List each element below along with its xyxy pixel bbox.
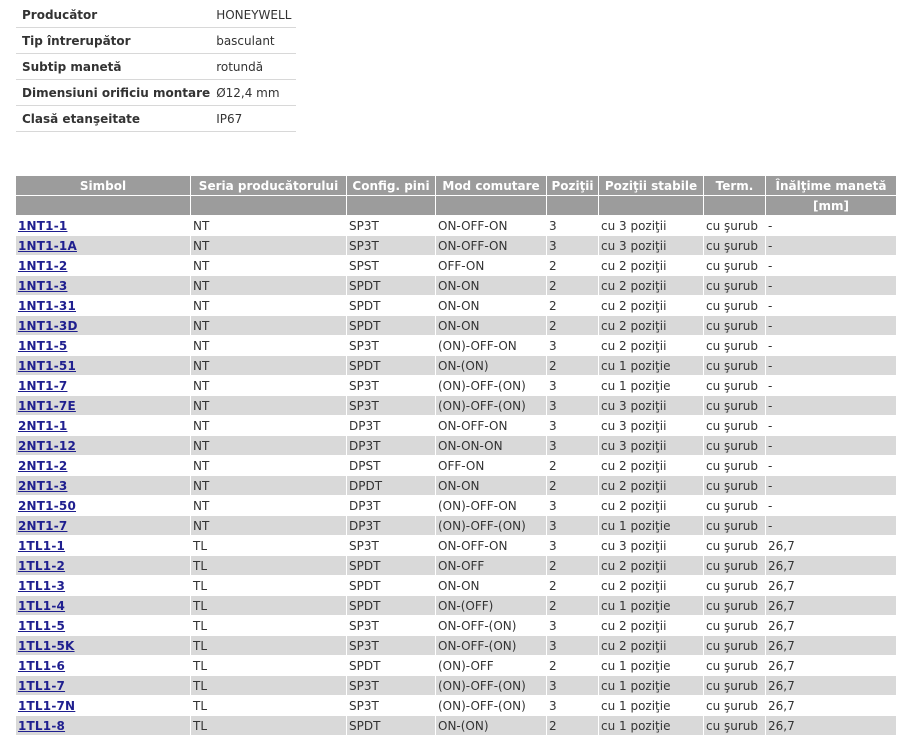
cell-pin-config: DPDT — [347, 476, 436, 496]
column-header-pin-config: Config. pini — [347, 176, 436, 196]
cell-terminals: cu şurub — [704, 616, 766, 636]
cell-pin-config: SP3T — [347, 636, 436, 656]
cell-terminals: cu şurub — [704, 396, 766, 416]
cell-lever-height: - — [766, 256, 896, 276]
cell-switching-mode: (ON)-OFF-(ON) — [436, 396, 547, 416]
table-header-row — [16, 176, 896, 196]
cell-switching-mode: ON-ON-ON — [436, 436, 547, 456]
product-symbol-link[interactable]: 1NT1-1 — [18, 218, 68, 233]
table-row — [16, 456, 896, 476]
attribute-value: rotundă — [210, 54, 296, 80]
cell-switching-mode: (ON)-OFF-(ON) — [436, 516, 547, 536]
cell-terminals: cu şurub — [704, 476, 766, 496]
cell-symbol — [16, 476, 191, 496]
cell-stable-positions: cu 2 poziţii — [599, 476, 704, 496]
table-row — [16, 316, 896, 336]
product-symbol-link[interactable]: 1TL1-7 — [18, 678, 66, 693]
attribute-label: Tip întrerupător — [16, 28, 210, 54]
cell-pin-config: DP3T — [347, 516, 436, 536]
cell-positions: 3 — [547, 336, 599, 356]
cell-stable-positions: cu 2 poziţii — [599, 636, 704, 656]
cell-terminals: cu şurub — [704, 656, 766, 676]
cell-switching-mode: (ON)-OFF-(ON) — [436, 376, 547, 396]
cell-pin-config: SP3T — [347, 336, 436, 356]
attribute-value: Ø12,4 mm — [210, 80, 296, 106]
product-symbol-link[interactable]: 1NT1-1A — [18, 238, 77, 253]
cell-stable-positions: cu 2 poziţii — [599, 616, 704, 636]
cell-manufacturer-series: NT — [191, 496, 347, 516]
cell-lever-height: - — [766, 276, 896, 296]
cell-lever-height: - — [766, 336, 896, 356]
table-row — [16, 536, 896, 556]
cell-positions: 3 — [547, 496, 599, 516]
cell-pin-config: SP3T — [347, 396, 436, 416]
attribute-label: Dimensiuni orificiu montare — [16, 80, 210, 106]
column-subheader-symbol — [16, 196, 191, 216]
cell-switching-mode: ON-ON — [436, 276, 547, 296]
cell-lever-height: 26,7 — [766, 656, 896, 676]
attribute-label: Subtip manetă — [16, 54, 210, 80]
cell-symbol — [16, 496, 191, 516]
product-symbol-link[interactable]: 1TL1-3 — [18, 578, 66, 593]
cell-positions: 3 — [547, 516, 599, 536]
cell-stable-positions: cu 3 poziţii — [599, 396, 704, 416]
cell-positions: 3 — [547, 676, 599, 696]
cell-symbol — [16, 716, 191, 736]
cell-manufacturer-series: NT — [191, 276, 347, 296]
product-symbol-link[interactable]: 1NT1-3 — [18, 278, 68, 293]
cell-symbol — [16, 436, 191, 456]
cell-terminals: cu şurub — [704, 556, 766, 576]
cell-terminals: cu şurub — [704, 496, 766, 516]
cell-positions: 3 — [547, 376, 599, 396]
cell-pin-config: SP3T — [347, 216, 436, 236]
cell-lever-height: - — [766, 436, 896, 456]
table-row — [16, 596, 896, 616]
cell-lever-height: 26,7 — [766, 596, 896, 616]
cell-switching-mode: (ON)-OFF-(ON) — [436, 676, 547, 696]
cell-stable-positions: cu 2 poziţii — [599, 456, 704, 476]
cell-terminals: cu şurub — [704, 356, 766, 376]
cell-manufacturer-series: NT — [191, 396, 347, 416]
cell-stable-positions: cu 3 poziţii — [599, 216, 704, 236]
cell-manufacturer-series: TL — [191, 556, 347, 576]
cell-positions: 2 — [547, 576, 599, 596]
cell-terminals: cu şurub — [704, 636, 766, 656]
cell-stable-positions: cu 2 poziţii — [599, 336, 704, 356]
cell-terminals: cu şurub — [704, 216, 766, 236]
table-subheader-row — [16, 196, 896, 216]
cell-pin-config: SPDT — [347, 296, 436, 316]
cell-switching-mode: ON-(ON) — [436, 356, 547, 376]
cell-stable-positions: cu 2 poziţii — [599, 316, 704, 336]
cell-pin-config: SPST — [347, 256, 436, 276]
cell-symbol — [16, 376, 191, 396]
cell-stable-positions: cu 2 poziţii — [599, 576, 704, 596]
cell-lever-height: - — [766, 416, 896, 436]
cell-switching-mode: ON-OFF-ON — [436, 416, 547, 436]
product-symbol-link[interactable]: 1NT1-31 — [18, 298, 77, 313]
cell-pin-config: SPDT — [347, 596, 436, 616]
cell-terminals: cu şurub — [704, 416, 766, 436]
cell-symbol — [16, 616, 191, 636]
cell-terminals: cu şurub — [704, 376, 766, 396]
cell-positions: 2 — [547, 316, 599, 336]
cell-manufacturer-series: NT — [191, 416, 347, 436]
products-table — [16, 176, 896, 736]
cell-manufacturer-series: NT — [191, 336, 347, 356]
cell-symbol — [16, 216, 191, 236]
cell-symbol — [16, 696, 191, 716]
cell-terminals: cu şurub — [704, 336, 766, 356]
table-row — [16, 376, 896, 396]
product-symbol-link[interactable]: 1TL1-5 — [18, 618, 66, 633]
cell-switching-mode: (ON)-OFF-ON — [436, 336, 547, 356]
cell-lever-height: 26,7 — [766, 676, 896, 696]
cell-manufacturer-series: TL — [191, 716, 347, 736]
table-row — [16, 576, 896, 596]
cell-pin-config: SPDT — [347, 356, 436, 376]
cell-terminals: cu şurub — [704, 236, 766, 256]
cell-pin-config: SP3T — [347, 236, 436, 256]
cell-lever-height: 26,7 — [766, 636, 896, 656]
cell-lever-height: 26,7 — [766, 536, 896, 556]
cell-positions: 3 — [547, 416, 599, 436]
cell-terminals: cu şurub — [704, 456, 766, 476]
cell-pin-config: DPST — [347, 456, 436, 476]
cell-manufacturer-series: NT — [191, 236, 347, 256]
cell-pin-config: SPDT — [347, 656, 436, 676]
attribute-value: HONEYWELL — [210, 2, 296, 28]
cell-stable-positions: cu 3 poziţii — [599, 436, 704, 456]
cell-lever-height: - — [766, 296, 896, 316]
cell-symbol — [16, 556, 191, 576]
cell-positions: 3 — [547, 696, 599, 716]
cell-stable-positions: cu 1 poziţie — [599, 516, 704, 536]
column-header-switching-mode: Mod comutare — [436, 176, 547, 196]
cell-manufacturer-series: NT — [191, 356, 347, 376]
cell-manufacturer-series: TL — [191, 576, 347, 596]
cell-stable-positions: cu 1 poziţie — [599, 596, 704, 616]
cell-switching-mode: ON-OFF — [436, 556, 547, 576]
cell-lever-height: - — [766, 496, 896, 516]
cell-switching-mode: ON-ON — [436, 476, 547, 496]
cell-pin-config: DP3T — [347, 416, 436, 436]
product-symbol-link[interactable]: 1NT1-51 — [18, 358, 77, 373]
product-symbol-link[interactable]: 2NT1-7 — [18, 518, 68, 533]
cell-symbol — [16, 416, 191, 436]
cell-manufacturer-series: NT — [191, 476, 347, 496]
cell-terminals: cu şurub — [704, 676, 766, 696]
table-row — [16, 236, 896, 256]
column-subheader-stable-positions — [599, 196, 704, 216]
table-row — [16, 436, 896, 456]
table-row — [16, 296, 896, 316]
cell-positions: 3 — [547, 636, 599, 656]
table-row — [16, 716, 896, 736]
cell-switching-mode: ON-ON — [436, 296, 547, 316]
cell-symbol — [16, 636, 191, 656]
column-subheader-lever-height: [mm] — [766, 196, 896, 216]
table-row — [16, 336, 896, 356]
cell-manufacturer-series: NT — [191, 456, 347, 476]
cell-switching-mode: OFF-ON — [436, 456, 547, 476]
column-subheader-switching-mode — [436, 196, 547, 216]
cell-stable-positions: cu 2 poziţii — [599, 556, 704, 576]
cell-pin-config: SPDT — [347, 576, 436, 596]
table-row — [16, 276, 896, 296]
cell-lever-height: - — [766, 376, 896, 396]
attribute-row — [16, 54, 296, 80]
attribute-row — [16, 106, 296, 132]
cell-pin-config: SP3T — [347, 676, 436, 696]
cell-stable-positions: cu 3 poziţii — [599, 536, 704, 556]
cell-stable-positions: cu 1 poziţie — [599, 696, 704, 716]
table-row — [16, 656, 896, 676]
attribute-value: IP67 — [210, 106, 296, 132]
attribute-label: Producător — [16, 2, 210, 28]
product-symbol-link[interactable]: 1NT1-5 — [18, 338, 68, 353]
product-symbol-link[interactable]: 1TL1-8 — [18, 718, 66, 733]
cell-stable-positions: cu 1 poziţie — [599, 716, 704, 736]
cell-stable-positions: cu 1 poziţie — [599, 656, 704, 676]
column-header-manufacturer-series: Seria producătorului — [191, 176, 347, 196]
cell-positions: 2 — [547, 476, 599, 496]
column-subheader-terminals — [704, 196, 766, 216]
table-row — [16, 216, 896, 236]
cell-manufacturer-series: NT — [191, 436, 347, 456]
cell-terminals: cu şurub — [704, 516, 766, 536]
cell-manufacturer-series: TL — [191, 596, 347, 616]
table-row — [16, 676, 896, 696]
cell-symbol — [16, 536, 191, 556]
cell-lever-height: 26,7 — [766, 716, 896, 736]
cell-lever-height: - — [766, 356, 896, 376]
table-row — [16, 696, 896, 716]
product-symbol-link[interactable]: 1NT1-7 — [18, 378, 68, 393]
column-subheader-positions — [547, 196, 599, 216]
cell-terminals: cu şurub — [704, 296, 766, 316]
attribute-label: Clasă etanşeitate — [16, 106, 210, 132]
cell-lever-height: - — [766, 476, 896, 496]
table-row — [16, 516, 896, 536]
cell-manufacturer-series: NT — [191, 376, 347, 396]
cell-pin-config: DP3T — [347, 496, 436, 516]
cell-switching-mode: ON-OFF-ON — [436, 536, 547, 556]
cell-symbol — [16, 596, 191, 616]
cell-positions: 3 — [547, 616, 599, 636]
cell-terminals: cu şurub — [704, 596, 766, 616]
table-row — [16, 416, 896, 436]
cell-switching-mode: ON-OFF-ON — [436, 216, 547, 236]
cell-switching-mode: (ON)-OFF-(ON) — [436, 696, 547, 716]
cell-switching-mode: ON-OFF-(ON) — [436, 636, 547, 656]
product-symbol-link[interactable]: 1TL1-4 — [18, 598, 66, 613]
product-symbol-link[interactable]: 1NT1-3D — [18, 318, 78, 333]
cell-positions: 3 — [547, 216, 599, 236]
cell-stable-positions: cu 1 poziţie — [599, 376, 704, 396]
cell-symbol — [16, 396, 191, 416]
column-header-symbol: Simbol — [16, 176, 191, 196]
table-row — [16, 356, 896, 376]
cell-terminals: cu şurub — [704, 316, 766, 336]
cell-manufacturer-series: TL — [191, 676, 347, 696]
cell-manufacturer-series: NT — [191, 216, 347, 236]
cell-stable-positions: cu 2 poziţii — [599, 256, 704, 276]
cell-switching-mode: ON-(ON) — [436, 716, 547, 736]
cell-switching-mode: ON-ON — [436, 576, 547, 596]
cell-manufacturer-series: NT — [191, 316, 347, 336]
table-row — [16, 556, 896, 576]
cell-manufacturer-series: TL — [191, 636, 347, 656]
cell-pin-config: SPDT — [347, 556, 436, 576]
cell-symbol — [16, 336, 191, 356]
cell-positions: 2 — [547, 716, 599, 736]
cell-switching-mode: ON-OFF-ON — [436, 236, 547, 256]
cell-terminals: cu şurub — [704, 576, 766, 596]
cell-manufacturer-series: TL — [191, 656, 347, 676]
cell-manufacturer-series: NT — [191, 256, 347, 276]
cell-pin-config: SPDT — [347, 316, 436, 336]
cell-pin-config: SP3T — [347, 536, 436, 556]
cell-switching-mode: ON-(OFF) — [436, 596, 547, 616]
cell-symbol — [16, 656, 191, 676]
product-symbol-link[interactable]: 1TL1-7N — [18, 698, 76, 713]
cell-positions: 2 — [547, 596, 599, 616]
cell-symbol — [16, 316, 191, 336]
cell-positions: 2 — [547, 456, 599, 476]
cell-positions: 2 — [547, 356, 599, 376]
cell-stable-positions: cu 1 poziţie — [599, 676, 704, 696]
cell-symbol — [16, 516, 191, 536]
product-symbol-link[interactable]: 2NT1-3 — [18, 478, 68, 493]
cell-lever-height: 26,7 — [766, 696, 896, 716]
cell-terminals: cu şurub — [704, 696, 766, 716]
cell-stable-positions: cu 2 poziţii — [599, 496, 704, 516]
cell-symbol — [16, 456, 191, 476]
cell-terminals: cu şurub — [704, 256, 766, 276]
table-row — [16, 476, 896, 496]
column-subheader-pin-config — [347, 196, 436, 216]
column-header-lever-height: Înălţime manetă — [766, 176, 896, 196]
product-symbol-link[interactable]: 2NT1-2 — [18, 458, 68, 473]
cell-positions: 2 — [547, 276, 599, 296]
column-header-terminals: Term. — [704, 176, 766, 196]
cell-positions: 2 — [547, 656, 599, 676]
cell-lever-height: 26,7 — [766, 616, 896, 636]
product-symbol-link[interactable]: 1TL1-1 — [18, 538, 66, 553]
attribute-value: basculant — [210, 28, 296, 54]
cell-pin-config: SP3T — [347, 616, 436, 636]
product-symbol-link[interactable]: 2NT1-12 — [18, 438, 77, 453]
product-attributes-table — [16, 2, 296, 132]
cell-stable-positions: cu 2 poziţii — [599, 296, 704, 316]
cell-switching-mode: ON-OFF-(ON) — [436, 616, 547, 636]
cell-terminals: cu şurub — [704, 536, 766, 556]
cell-positions: 2 — [547, 296, 599, 316]
column-header-positions: Poziţii — [547, 176, 599, 196]
cell-symbol — [16, 676, 191, 696]
cell-switching-mode: ON-ON — [436, 316, 547, 336]
table-row — [16, 496, 896, 516]
cell-manufacturer-series: NT — [191, 296, 347, 316]
cell-symbol — [16, 256, 191, 276]
attribute-row — [16, 80, 296, 106]
cell-manufacturer-series: TL — [191, 696, 347, 716]
cell-manufacturer-series: TL — [191, 616, 347, 636]
product-symbol-link[interactable]: 2NT1-1 — [18, 418, 68, 433]
cell-symbol — [16, 296, 191, 316]
table-row — [16, 396, 896, 416]
product-symbol-link[interactable]: 2NT1-50 — [18, 498, 77, 513]
cell-symbol — [16, 276, 191, 296]
cell-stable-positions: cu 3 poziţii — [599, 236, 704, 256]
cell-positions: 3 — [547, 436, 599, 456]
cell-positions: 2 — [547, 556, 599, 576]
cell-symbol — [16, 236, 191, 256]
cell-terminals: cu şurub — [704, 276, 766, 296]
cell-positions: 3 — [547, 396, 599, 416]
cell-stable-positions: cu 2 poziţii — [599, 276, 704, 296]
table-row — [16, 636, 896, 656]
product-symbol-link[interactable]: 1TL1-2 — [18, 558, 66, 573]
cell-pin-config: SPDT — [347, 276, 436, 296]
cell-lever-height: - — [766, 316, 896, 336]
cell-lever-height: - — [766, 216, 896, 236]
cell-terminals: cu şurub — [704, 436, 766, 456]
cell-stable-positions: cu 3 poziţii — [599, 416, 704, 436]
cell-pin-config: DP3T — [347, 436, 436, 456]
cell-symbol — [16, 576, 191, 596]
cell-pin-config: SP3T — [347, 696, 436, 716]
cell-lever-height: - — [766, 456, 896, 476]
cell-positions: 2 — [547, 256, 599, 276]
product-symbol-link[interactable]: 1TL1-5K — [18, 638, 75, 653]
cell-manufacturer-series: NT — [191, 516, 347, 536]
table-row — [16, 616, 896, 636]
product-symbol-link[interactable]: 1TL1-6 — [18, 658, 66, 673]
product-symbol-link[interactable]: 1NT1-7E — [18, 398, 76, 413]
cell-pin-config: SP3T — [347, 376, 436, 396]
product-symbol-link[interactable]: 1NT1-2 — [18, 258, 68, 273]
cell-lever-height: 26,7 — [766, 576, 896, 596]
cell-switching-mode: (ON)-OFF — [436, 656, 547, 676]
cell-stable-positions: cu 1 poziţie — [599, 356, 704, 376]
cell-positions: 3 — [547, 536, 599, 556]
cell-lever-height: - — [766, 396, 896, 416]
column-subheader-manufacturer-series — [191, 196, 347, 216]
attribute-row — [16, 2, 296, 28]
cell-switching-mode: OFF-ON — [436, 256, 547, 276]
table-row — [16, 256, 896, 276]
cell-symbol — [16, 356, 191, 376]
column-header-stable-positions: Poziţii stabile — [599, 176, 704, 196]
cell-pin-config: SPDT — [347, 716, 436, 736]
cell-positions: 3 — [547, 236, 599, 256]
attribute-row — [16, 28, 296, 54]
cell-manufacturer-series: TL — [191, 536, 347, 556]
cell-terminals: cu şurub — [704, 716, 766, 736]
cell-switching-mode: (ON)-OFF-ON — [436, 496, 547, 516]
cell-lever-height: - — [766, 516, 896, 536]
cell-lever-height: 26,7 — [766, 556, 896, 576]
cell-lever-height: - — [766, 236, 896, 256]
